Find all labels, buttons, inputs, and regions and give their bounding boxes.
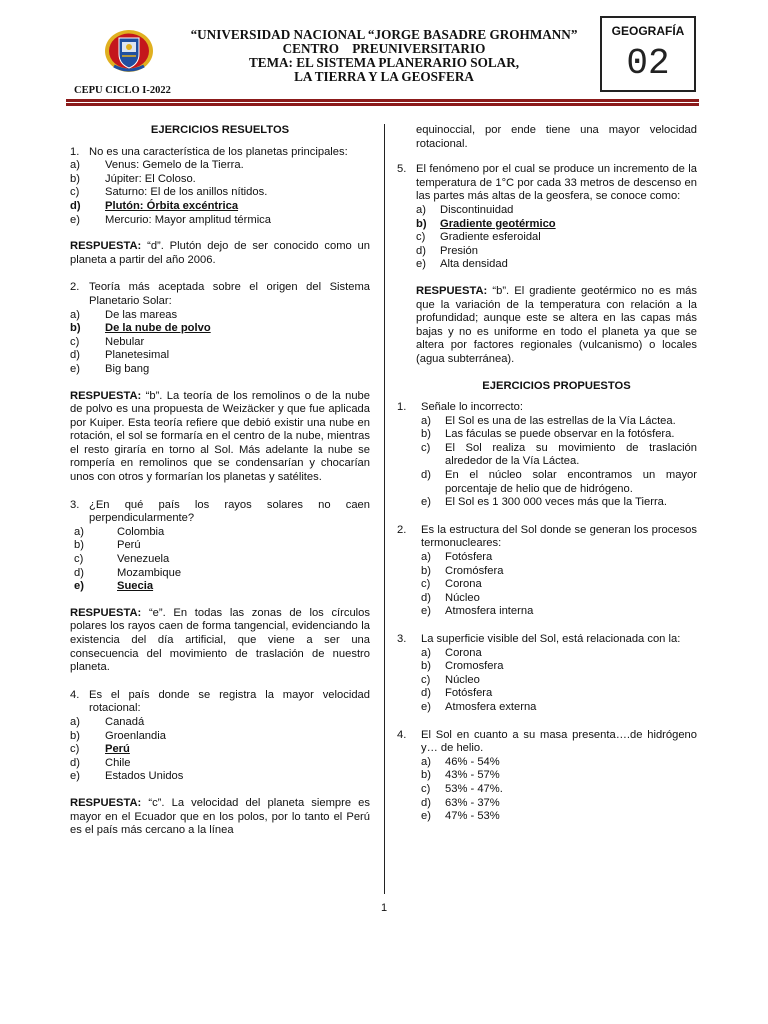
answer-paragraph	[70, 607, 370, 675]
option-text: Las fáculas se puede observar en la fotósfera.	[445, 428, 675, 441]
option	[70, 730, 370, 744]
question-text: El Sol en cuanto a su masa presenta….de hidrógeno y… de helio.	[421, 728, 697, 755]
option-text: Colombia	[117, 525, 165, 538]
option-letter: b)	[421, 428, 431, 441]
option	[397, 231, 697, 245]
option-letter: a)	[70, 159, 80, 172]
question-text: El fenómeno por el cual se produce un incremento de la temperatura de 1°C por cada 33 metros de descenso en las partes más altas de la geosfera, se conoce como:	[416, 163, 697, 203]
option	[397, 258, 697, 272]
university-shield-logo-icon	[104, 28, 154, 74]
option-letter: e)	[421, 700, 431, 713]
option-text: Corona	[445, 646, 482, 659]
option	[70, 553, 370, 567]
header-divider-top	[66, 99, 699, 102]
option-letter: b)	[70, 729, 80, 742]
option	[397, 701, 697, 715]
option-letter: d)	[74, 566, 84, 579]
option-letter: d)	[416, 244, 426, 257]
question-text: Teoría más aceptada sobre el origen del Sistema Planetario Solar:	[89, 281, 370, 307]
option-text: Presión	[440, 244, 478, 257]
option-letter: a)	[416, 203, 426, 216]
option-letter: b)	[74, 539, 84, 552]
option-letter: a)	[70, 308, 80, 321]
option-letter: c)	[70, 186, 80, 199]
option-text: Venus: Gemelo de la Tierra.	[105, 159, 244, 172]
option-text: El Sol es una de las estrellas de la Vía Láctea.	[445, 414, 676, 427]
option	[70, 567, 370, 581]
question-text: Señale lo incorrecto:	[421, 401, 523, 414]
option-text: El Sol realiza su movimiento de traslación alrededor de la Vía Láctea.	[445, 441, 697, 468]
option	[397, 660, 697, 674]
answer-label: RESPUESTA:	[416, 284, 488, 297]
university-name: “UNIVERSIDAD NACIONAL “JORGE BASADRE GROHMANN”	[190, 27, 578, 42]
option	[397, 647, 697, 661]
option-text: Plutón: Órbita excéntrica	[105, 199, 239, 212]
option-letter: b)	[416, 217, 427, 230]
question-number: 3.	[70, 498, 80, 511]
correct-option	[70, 580, 370, 594]
proposed-title: EJERCICIOS PROPUESTOS	[482, 379, 631, 392]
solved-question-4	[70, 689, 370, 838]
option-letter: c)	[421, 673, 431, 686]
column-divider	[384, 124, 385, 894]
option-text: 63% - 37%	[445, 796, 500, 809]
option-text: Nebular	[105, 335, 145, 348]
answer-text: “c”. La velocidad del planeta siempre es mayor en el Ecuador que en los polos, por lo tanto el Perú es el país más cercano a la línea	[70, 796, 370, 837]
option-text: Discontinuidad	[440, 203, 514, 216]
question-text: Es el país donde se registra la mayor velocidad rotacional:	[89, 688, 370, 715]
option	[70, 214, 370, 228]
option-letter: a)	[421, 414, 431, 427]
option-text: El Sol es 1 300 000 veces más que la Tierra.	[445, 496, 668, 509]
proposed-question-3	[397, 633, 697, 715]
answer-text: “b”. La teoría de los remolinos o de la nube de polvo es una propuesta de Weizäcker y que fue aplicada por Kuiper. Esta teoría refiere que debió existir una nube en rotación, el sol se formaría en el centro de la nube, mientras el resto giraría en torno al Sol. Más adelante la nube se rompería en remolinos que se condensarían y chocarían unos con otros y formarían los planetas y satélites.	[70, 389, 370, 484]
header-divider-bottom	[66, 103, 699, 106]
correct-option	[70, 200, 370, 214]
answer-text: “e”. En todas las zonas de los círculos polares los rayos caen de forma tangencial, evidenciando la existencia del día artificial, que viene a ser una consecuencia del movimiento de traslación de nuestro planeta.	[70, 606, 370, 674]
option-text: Alta densidad	[440, 258, 508, 271]
option-text: De la nube de polvo	[105, 322, 211, 335]
answer-text: “b”. El gradiente geotérmico no es más que la variación de la temperatura con relación a la profundidad; aunque este se altera en las capas más bajas y no es uniforme en todo el planeta ya que se altera por factores regionales (vulcanismo) o locales (agua subterránea).	[416, 284, 697, 365]
option-text: Saturno: El de los anillos nítidos.	[105, 186, 268, 199]
option	[70, 363, 370, 377]
correct-option	[70, 743, 370, 757]
option-text: Perú	[117, 539, 141, 552]
option-text: Atmosfera externa	[445, 700, 537, 713]
correct-option	[397, 218, 697, 232]
option-letter: d)	[421, 687, 431, 700]
option	[397, 783, 697, 797]
option-letter: d)	[421, 796, 431, 809]
option-letter: c)	[74, 553, 84, 566]
subject-label: GEOGRAFÍA	[611, 24, 685, 38]
option-text: Chile	[105, 756, 131, 769]
option	[70, 770, 370, 784]
option	[70, 539, 370, 553]
option	[70, 309, 370, 323]
option-letter: e)	[421, 810, 431, 823]
question-number: 1.	[397, 401, 407, 414]
option-text: Corona	[445, 578, 482, 591]
question-number: 4.	[397, 728, 407, 741]
question-number: 3.	[397, 633, 407, 645]
answer-paragraph	[70, 240, 370, 267]
option	[397, 469, 697, 496]
option-text: Suecia	[117, 580, 154, 593]
option-letter: b)	[421, 769, 431, 782]
left-column	[70, 124, 370, 838]
option-text: Mercurio: Mayor amplitud térmica	[105, 213, 271, 226]
right-column	[397, 124, 697, 824]
option	[70, 349, 370, 363]
option-letter: c)	[416, 231, 426, 244]
option-letter: a)	[421, 755, 431, 768]
question-text: Es la estructura del Sol donde se generan los procesos termonucleares:	[421, 523, 697, 550]
option-letter: e)	[421, 605, 431, 618]
option	[397, 674, 697, 688]
option-text: Perú	[105, 743, 130, 756]
topic-line-2: LA TIERRA Y LA GEOSFERA	[294, 69, 474, 84]
answer-label: RESPUESTA:	[70, 240, 142, 253]
answer-text: “d”. Plutón dejo de ser conocido como un planeta a partir del año 2006.	[70, 240, 370, 266]
option-letter: e)	[421, 496, 431, 509]
option-text: 53% - 47%.	[445, 782, 503, 795]
question-number: 1.	[70, 145, 80, 158]
answer-paragraph	[70, 390, 370, 485]
option-letter: e)	[70, 362, 80, 375]
option	[397, 245, 697, 259]
option-text: Gradiente geotérmico	[440, 217, 556, 230]
option	[397, 551, 697, 565]
question-number: 2.	[397, 523, 407, 536]
option-letter: d)	[70, 349, 80, 362]
option-letter: b)	[70, 172, 80, 185]
subject-box	[600, 16, 696, 92]
answer-paragraph	[397, 285, 697, 367]
option-letter: a)	[421, 551, 431, 564]
answer-label: RESPUESTA:	[70, 796, 142, 809]
option	[70, 757, 370, 771]
page-header	[0, 0, 768, 118]
question-text: La superficie visible del Sol, está relacionada con la:	[421, 633, 681, 645]
option	[397, 592, 697, 606]
option-text: Júpiter: El Coloso.	[105, 172, 196, 185]
solved-question-2	[70, 281, 370, 484]
solved-title: EJERCICIOS RESUELTOS	[150, 124, 290, 136]
option-letter: d)	[421, 591, 431, 604]
answer-label: RESPUESTA:	[70, 389, 142, 402]
option-letter: b)	[70, 322, 81, 335]
option-text: Estados Unidos	[105, 770, 184, 783]
option-text: De las mareas	[105, 308, 178, 321]
question-number: 5.	[397, 163, 407, 176]
option-letter: c)	[70, 335, 80, 348]
proposed-question-4	[397, 729, 697, 824]
proposed-question-1	[397, 401, 697, 510]
option	[397, 769, 697, 783]
option	[397, 565, 697, 579]
option	[70, 159, 370, 173]
option-letter: e)	[74, 580, 84, 593]
option-letter: e)	[70, 213, 80, 226]
option	[70, 526, 370, 540]
header-titles	[178, 28, 590, 84]
answer-label: RESPUESTA:	[70, 606, 142, 619]
option-text: Núcleo	[445, 673, 480, 686]
option	[70, 716, 370, 730]
option	[397, 578, 697, 592]
option	[397, 428, 697, 442]
option	[397, 756, 697, 770]
option-text: 43% - 57%	[445, 769, 500, 782]
option	[70, 186, 370, 200]
topic-line-1: TEMA: EL SISTEMA PLANERARIO SOLAR,	[248, 55, 520, 70]
answer-continuation: equinoccial, por ende tiene una mayor velocidad rotacional.	[416, 124, 697, 150]
option-letter: e)	[70, 770, 80, 783]
option-text: Gradiente esferoidal	[440, 231, 541, 244]
page-number: 1	[380, 902, 388, 914]
option-text: Núcleo	[445, 591, 480, 604]
option	[397, 496, 697, 510]
option	[397, 687, 697, 701]
solved-question-1	[70, 146, 370, 268]
option-text: Mozambique	[117, 566, 182, 579]
option-text: En el núcleo solar encontramos un mayor porcentaje de helio que de hidrógeno.	[445, 469, 697, 495]
option-letter: c)	[421, 578, 431, 591]
option-text: Planetesimal	[105, 349, 170, 362]
solved-question-5	[397, 163, 697, 366]
correct-option	[70, 322, 370, 336]
proposed-question-2	[397, 524, 697, 619]
option-text: 47% - 53%	[445, 810, 500, 823]
option	[70, 336, 370, 350]
question-number: 4.	[70, 688, 80, 701]
option-text: Cromosfera	[445, 660, 504, 673]
question-text: ¿En qué país los rayos solares no caen perpendicularmente?	[89, 498, 370, 525]
option-letter: b)	[421, 564, 431, 577]
option-text: Big bang	[105, 362, 150, 375]
option-letter: d)	[70, 199, 81, 212]
cycle-label: CEPU CICLO I-2022	[74, 85, 171, 96]
question-number: 2.	[70, 281, 80, 294]
option-letter: e)	[416, 258, 426, 271]
option-letter: d)	[70, 756, 80, 769]
option	[397, 415, 697, 429]
option-text: Fotósfera	[445, 551, 493, 564]
option	[397, 442, 697, 469]
option-text: Fotósfera	[445, 687, 493, 700]
option	[397, 810, 697, 824]
option-text: Canadá	[105, 715, 145, 728]
option-text: 46% - 54%	[445, 755, 500, 768]
option-letter: d)	[421, 469, 431, 482]
option-letter: c)	[421, 441, 431, 454]
option	[397, 204, 697, 218]
option	[70, 173, 370, 187]
option-text: Groenlandia	[105, 729, 166, 742]
option	[397, 605, 697, 619]
subject-number: 02	[626, 43, 670, 84]
option-letter: a)	[70, 715, 80, 728]
answer-paragraph	[70, 797, 370, 838]
option	[397, 797, 697, 811]
question-text: No es una característica de los planetas principales:	[89, 145, 348, 158]
option-letter: a)	[421, 646, 431, 659]
option-text: Atmosfera interna	[445, 605, 534, 618]
option-text: Venezuela	[117, 553, 170, 566]
solved-question-3	[70, 499, 370, 675]
option-letter: b)	[421, 660, 431, 673]
center-name: CENTRO PREUNIVERSITARIO	[282, 41, 486, 56]
option-text: Cromósfera	[445, 564, 504, 577]
option-letter: a)	[74, 525, 84, 538]
option-letter: c)	[70, 743, 80, 756]
option-letter: c)	[421, 782, 431, 795]
